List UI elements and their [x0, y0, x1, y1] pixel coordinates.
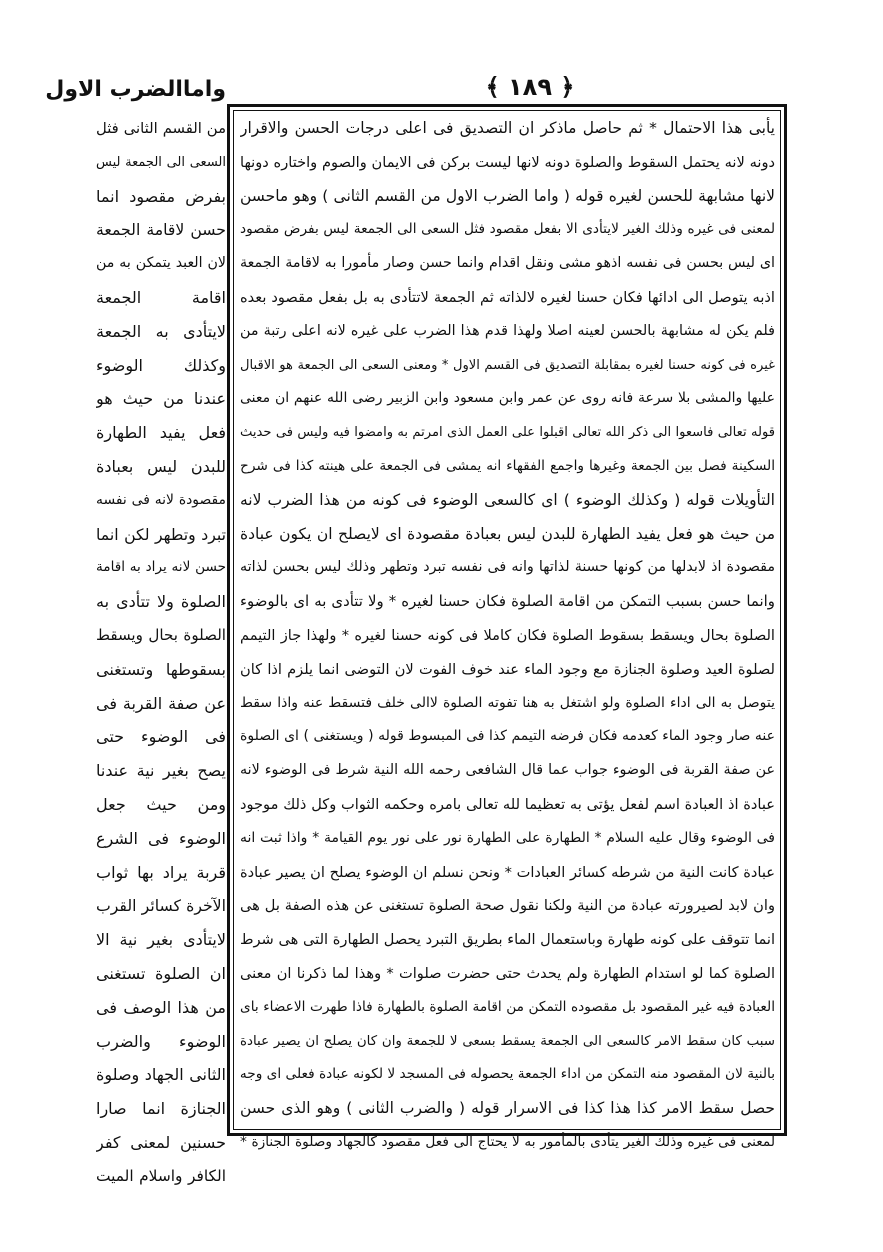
- margin-text-line: الكافر واسلام الميت: [96, 1166, 226, 1185]
- margin-text-line: ان الصلوة تستغنى: [96, 963, 226, 983]
- margin-text-line: عندنا من حيث هو: [96, 389, 226, 409]
- main-text-line: سبب كان سقط الامر كالسعى الى الجمعة يسقط بسعى لا للجمعة وان كان يصلح ان يصير عبادة: [240, 1033, 775, 1049]
- margin-text-line: بسقوطها وتستغنى: [96, 659, 226, 679]
- margin-text-line: مقصودة لانه فى نفسه: [96, 491, 226, 508]
- margin-text-line: الوضوء فى الشرع: [96, 828, 226, 848]
- main-text-line: لمعنى فى غيره وذلك الغير يتأدى بالمأمور به لا يحتاج الى فعل مقصود كالجهاد وصلوة الجنازة *: [240, 1133, 775, 1150]
- margin-text-line: من هذا الوصف فى: [96, 997, 226, 1017]
- margin-text-line: لايتأدى به الجمعة: [96, 321, 226, 341]
- margin-text-line: الآخرة كسائر القرب: [96, 896, 226, 916]
- main-text-line: وان لابد لصيرورته عبادة من النية ولكنا نقول صحة الصلوة تستغنى عن هذه الصفة بل هى: [240, 897, 775, 915]
- main-text-line: عبادة كانت النية من شرطه كسائر العبادات * ونحن نسلم ان الوضوء يصلح ان يصير عبادة: [240, 863, 775, 881]
- main-text-line: حصل سقط الامر كذا هذا كذا فى الاسرار قوله ( والضرب الثانى ) وهو الذى حسن: [240, 1099, 775, 1118]
- main-text-line: السكينة فصل بين الجمعة وغيرها واجمع الفقهاء انه يمشى فى الجمعة على هينته كذا فى شرح: [240, 457, 775, 474]
- margin-text-line: ومن حيث جعل: [96, 794, 226, 814]
- main-text-line: العبادة فيه غير المقصود بل مقصوده التمكن من اقامة الصلوة بالطهارة فاذا طهرت الاعضاء باى: [240, 998, 775, 1015]
- margin-text-line: الصلوة بحال ويسقط: [96, 625, 226, 644]
- margin-text-line: فعل يفيد الطهارة: [96, 423, 226, 443]
- main-text-line: يأبى هذا الاحتمال * ثم حاصل ماذكر ان التصديق فى اعلى درجات الحسن والاقرار: [240, 119, 775, 137]
- margin-text-line: يصح بغير نية عندنا: [96, 761, 226, 781]
- margin-text-line: قربة يراد بها ثواب: [96, 862, 226, 882]
- margin-text-line: من القسم الثانى فثل: [96, 120, 226, 137]
- main-text-line: لصلوة العيد وصلوة الجنازة مع وجود الماء عند خوف الفوت لان التوضى انما يلزم اذا كان: [240, 660, 775, 678]
- margin-text-line: حسنين لمعنى كفر: [96, 1132, 226, 1152]
- main-text-line: التأويلات قوله ( وكذلك الوضوء ) اى كالسعى الوضوء فى كونه من هذا الضرب لانه: [240, 490, 775, 509]
- margin-text-line: الوضوء والضرب: [96, 1031, 226, 1051]
- main-text-line: فى الوضوء وقال عليه السلام * الطهارة على الطهارة نور على نور يوم القيامة * واذا ثبت انه: [240, 829, 775, 846]
- margin-text-line: لان العبد يتمكن به من: [96, 255, 226, 272]
- main-text-line: الصلوة كما لو استدام الطهارة ولم يحدث حتى حضرت صلوات * وهذا لما ذكرنا ان معنى: [240, 964, 775, 982]
- margin-heading: واماالضرب الاول: [45, 77, 226, 102]
- main-text-line: عبادة اذ العبادة اسم لفعل يؤتى به تعظيما لله تعالى بامره وحكمه الثواب وكل ذلك موجود: [240, 795, 775, 813]
- margin-text-line: بفرض مقصود انما: [96, 186, 226, 206]
- main-text-line: من حيث هو فعل يفيد الطهارة للبدن ليس بعبادة مقصودة اى لايصلح ان يكون عبادة: [240, 524, 775, 543]
- margin-text-line: الصلوة ولا تتأدى به: [96, 592, 226, 612]
- margin-text-line: حسن لاقامة الجمعة: [96, 220, 226, 240]
- main-text-line: اذبه يتوصل الى ادائها فكان حسنا لغيره لالذاته ثم الجمعة لاتتأدى به بل بفعل مقصود بعده: [240, 288, 775, 306]
- margin-text-line: وكذلك الوضوء: [96, 355, 226, 375]
- main-text-line: غيره فى كونه حسنا لغيره بمقابلة التصديق فى القسم الاول * ومعنى السعى الى الجمعة هو الاقبال: [240, 357, 775, 373]
- main-text-line: الصلوة بحال ويسقط بسقوط الصلوة فكان كاملا فى كونه حسنا لغيره * ولهذا جاز التيمم: [240, 626, 775, 644]
- main-text-line: عليها والمشى بلا سرعة فانه روى عن عمر وابن مسعود وابن الزبير رضى الله عنهم ان معنى: [240, 390, 775, 407]
- margin-text-line: لايتأدى بغير نية الا: [96, 930, 226, 950]
- main-text-line: وانما حسن بسبب التمكن من اقامة الصلوة فكان حسنا لغيره * ولا تتأدى به اى بالوضوء: [240, 592, 775, 611]
- main-commentary-text: [240, 112, 775, 1150]
- margin-matn-text: [96, 112, 226, 1185]
- margin-text-line: فى الوضوء حتى: [96, 727, 226, 747]
- page-number: ﴾ ١٨٩ ﴿: [485, 73, 575, 101]
- main-text-line: بالنية لان المقصود منه التمكن من اداء الجمعة يحصوله فى المسجد لا لكونه عبادة فعلى اى وجه: [240, 1066, 775, 1083]
- main-text-line: يتوصل به الى اداء الصلوة ولو اشتغل به هنا تفوته الصلوة لاالى خلف فتسقط عنه واذا سقط: [240, 694, 775, 711]
- margin-text-line: السعى الى الجمعة ليس: [96, 154, 226, 170]
- main-text-line: لانها مشابهة للحسن لغيره قوله ( واما الضرب الاول من القسم الثانى ) وهو ماحسن: [240, 186, 775, 205]
- main-text-line: لمعنى فى غيره وذلك الغير لايتأدى الا بفعل مقصود فثل السعى الى الجمعة ليس بفرض مقصود: [240, 221, 775, 238]
- main-text-line: دونه لانه يحتمل السقوط والصلوة دونه لانها ليست بركن فى الايمان والصوم واختاره دونها: [240, 153, 775, 171]
- main-text-line: قوله تعالى فاسعوا الى ذكر الله تعالى اقبلوا على العمل الذى امرتم به وامضوا فيه وليس فى حديث: [240, 425, 775, 441]
- margin-text-line: عن صفة القربة فى: [96, 693, 226, 713]
- main-text-line: مقصودة اذ لابدلها من كونها حسنة لذاتها وانه فى نفسه تبرد وتطهر وذلك ليس بحسن لذاته: [240, 559, 775, 576]
- main-text-line: عن صفة القربة فى الوضوء جواب عما قال الشافعى رحمه الله النية شرط فى الوضوء لانه: [240, 762, 775, 779]
- margin-text-line: الثانى الجهاد وصلوة: [96, 1065, 226, 1085]
- margin-text-line: الجنازة انما صارا: [96, 1099, 226, 1119]
- margin-text-line: تبرد وتطهر لكن انما: [96, 524, 226, 544]
- margin-text-line: حسن لانه يراد به اقامة: [96, 559, 226, 576]
- main-text-line: عنه صار وجود الماء كعدمه فكان فرضه التيمم كذا فى المبسوط قوله ( ويستغنى ) اى الصلوة: [240, 728, 775, 745]
- margin-text-line: اقامة الجمعة: [96, 287, 226, 307]
- margin-text-line: للبدن ليس بعبادة: [96, 456, 226, 476]
- main-text-line: اى ليس بحسن فى نفسه اذهو مشى ونقل اقدام وانما حسن وصار مأمورا به لاقامة الجمعة: [240, 255, 775, 272]
- main-text-line: انما تتوقف على كونه طهارة وباستعمال الماء بطريق التبرد يحصل الطهارة التى هى شرط: [240, 931, 775, 949]
- main-text-line: فلم يكن له مشابهة بالحسن لعينه اصلا ولهذا قدم هذا الضرب على غيره لانه اعلى رتبة من: [240, 322, 775, 339]
